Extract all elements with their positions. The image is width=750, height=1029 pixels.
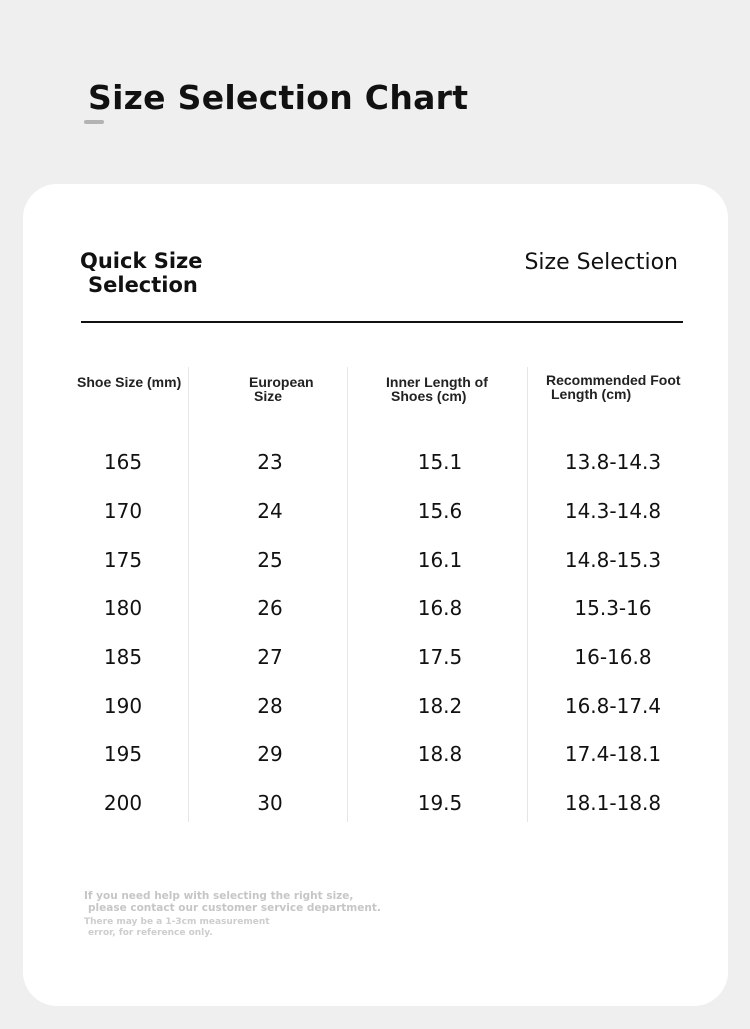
table-cell-inner-length: 18.2 bbox=[417, 694, 463, 718]
table-row bbox=[23, 645, 728, 675]
table-row bbox=[23, 694, 728, 724]
table-cell-foot-length: 14.3-14.8 bbox=[564, 499, 662, 523]
table-row bbox=[23, 596, 728, 626]
size-selection-heading: Size Selection bbox=[524, 250, 678, 275]
table-row bbox=[23, 791, 728, 821]
table-cell-foot-length: 17.4-18.1 bbox=[564, 742, 662, 766]
table-cell-shoe-size: 170 bbox=[103, 499, 143, 523]
column-header-line: Size bbox=[254, 388, 283, 404]
column-header-line: European bbox=[249, 374, 314, 390]
measurement-error-note bbox=[84, 917, 270, 939]
table-cell-shoe-size: 165 bbox=[103, 450, 143, 474]
table-cell-inner-length: 19.5 bbox=[417, 791, 463, 815]
quick-size-heading bbox=[80, 249, 203, 297]
title-underline-mark bbox=[84, 120, 104, 124]
table-cell-inner-length: 16.1 bbox=[417, 548, 463, 572]
help-note bbox=[84, 890, 381, 914]
table-row bbox=[23, 499, 728, 529]
table-cell-european-size: 29 bbox=[257, 742, 283, 766]
table-cell-inner-length: 16.8 bbox=[417, 596, 463, 620]
table-cell-foot-length: 15.3-16 bbox=[574, 596, 652, 620]
error-note-line-2: error, for reference only. bbox=[88, 928, 213, 938]
table-cell-foot-length: 14.8-15.3 bbox=[564, 548, 662, 572]
table-cell-shoe-size: 180 bbox=[103, 596, 143, 620]
table-row bbox=[23, 742, 728, 772]
column-header-line: Length (cm) bbox=[551, 386, 632, 402]
table-cell-inner-length: 17.5 bbox=[417, 645, 463, 669]
table-cell-european-size: 30 bbox=[257, 791, 283, 815]
table-cell-inner-length: 15.6 bbox=[417, 499, 463, 523]
table-cell-shoe-size: 195 bbox=[103, 742, 143, 766]
table-cell-inner-length: 18.8 bbox=[417, 742, 463, 766]
size-chart-card bbox=[23, 184, 728, 1006]
column-header-line: Inner Length of bbox=[386, 374, 488, 390]
column-header-shoe-size bbox=[77, 375, 181, 389]
quick-size-line-2: Selection bbox=[88, 273, 198, 297]
table-row bbox=[23, 548, 728, 578]
help-note-line-2: please contact our customer service department. bbox=[88, 902, 381, 914]
table-cell-foot-length: 18.1-18.8 bbox=[564, 791, 662, 815]
column-header-inner-length bbox=[386, 375, 488, 403]
table-cell-shoe-size: 190 bbox=[103, 694, 143, 718]
table-row bbox=[23, 450, 728, 480]
help-note-line-1: If you need help with selecting the right size, bbox=[84, 890, 354, 902]
table-cell-foot-length: 16-16.8 bbox=[574, 645, 652, 669]
table-cell-foot-length: 16.8-17.4 bbox=[564, 694, 662, 718]
table-cell-european-size: 28 bbox=[257, 694, 283, 718]
table-cell-foot-length: 13.8-14.3 bbox=[564, 450, 662, 474]
column-header-european-size bbox=[249, 375, 314, 403]
column-header-line: Shoe Size (mm) bbox=[77, 374, 182, 390]
table-cell-shoe-size: 200 bbox=[103, 791, 143, 815]
table-cell-european-size: 25 bbox=[257, 548, 283, 572]
table-cell-shoe-size: 175 bbox=[103, 548, 143, 572]
table-cell-european-size: 23 bbox=[257, 450, 283, 474]
table-cell-inner-length: 15.1 bbox=[417, 450, 463, 474]
error-note-line-1: There may be a 1-3cm measurement bbox=[84, 917, 270, 927]
page-title: Size Selection Chart bbox=[88, 78, 469, 117]
quick-size-line-1: Quick Size bbox=[80, 249, 203, 273]
table-cell-european-size: 26 bbox=[257, 596, 283, 620]
table-cell-european-size: 24 bbox=[257, 499, 283, 523]
header-divider bbox=[81, 321, 683, 323]
column-header-foot-length bbox=[546, 373, 681, 401]
column-header-line: Recommended Foot bbox=[546, 372, 681, 388]
table-cell-european-size: 27 bbox=[257, 645, 283, 669]
table-cell-shoe-size: 185 bbox=[103, 645, 143, 669]
column-header-line: Shoes (cm) bbox=[391, 388, 467, 404]
